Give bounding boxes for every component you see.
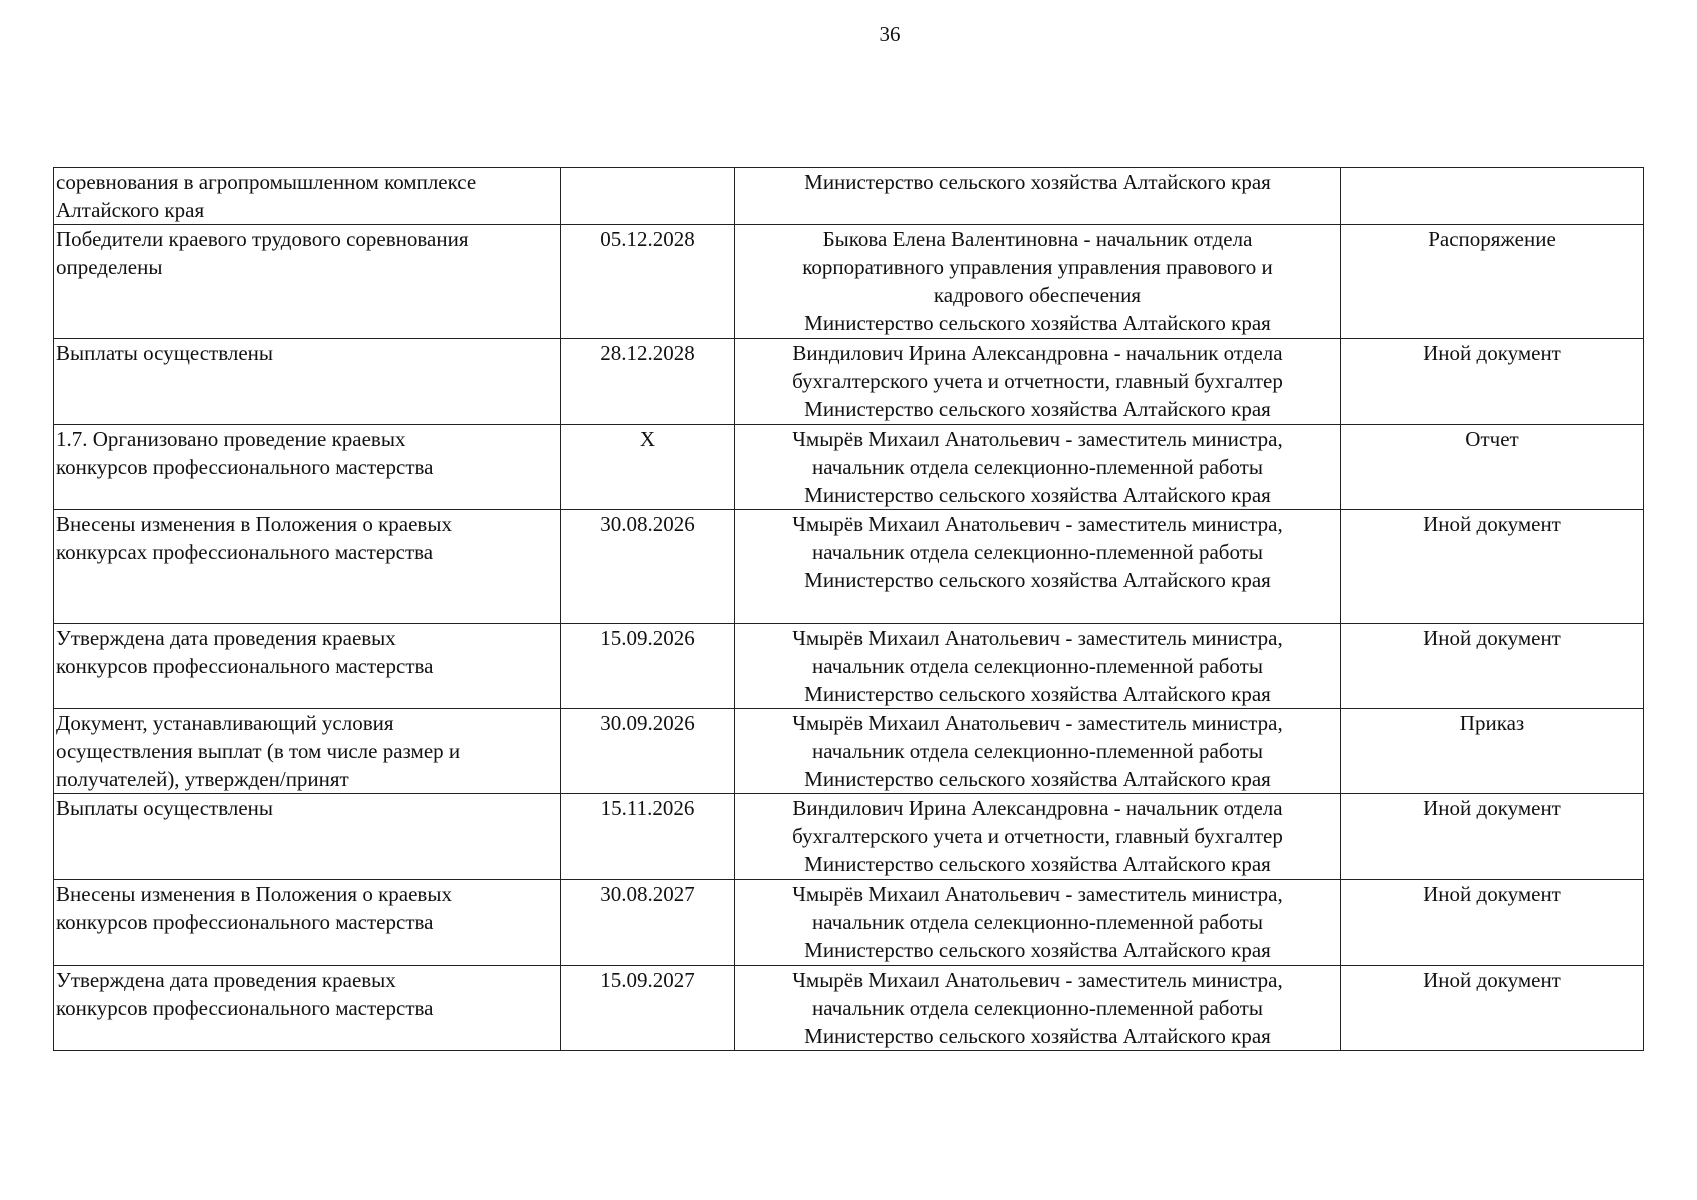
responsible-line: Министерство сельского хозяйства Алтайского края bbox=[804, 568, 1271, 592]
responsible-cell bbox=[735, 709, 1341, 794]
responsible-line: Министерство сельского хозяйства Алтайского края bbox=[804, 397, 1271, 421]
responsible-line: начальник отдела селекционно-племенной работы bbox=[812, 455, 1263, 479]
responsible-line: бухгалтерского учета и отчетности, главный бухгалтер bbox=[792, 369, 1283, 393]
event-cell bbox=[54, 880, 561, 966]
table-row bbox=[54, 880, 1644, 966]
table-row bbox=[54, 510, 1644, 624]
responsible-line: начальник отдела селекционно-племенной работы bbox=[812, 654, 1263, 678]
responsible-line: Чмырёв Михаил Анатольевич - заместитель министра, bbox=[792, 968, 1283, 992]
event-line: конкурсов профессионального мастерства bbox=[56, 455, 434, 479]
responsible-line: Министерство сельского хозяйства Алтайского края bbox=[804, 938, 1271, 962]
event-line: конкурсов профессионального мастерства bbox=[56, 654, 434, 678]
responsible-cell bbox=[735, 624, 1341, 709]
responsible-cell bbox=[735, 225, 1341, 339]
date-cell: 30.08.2027 bbox=[561, 880, 735, 966]
responsible-line: кадрового обеспечения bbox=[933, 283, 1142, 307]
page-number: 36 bbox=[879, 22, 901, 46]
date-cell: 30.08.2026 bbox=[561, 510, 735, 624]
responsible-cell bbox=[735, 880, 1341, 966]
responsible-line: Министерство сельского хозяйства Алтайского края bbox=[804, 682, 1271, 706]
responsible-line: начальник отдела селекционно-племенной работы bbox=[812, 739, 1263, 763]
responsible-line: Виндилович Ирина Александровна - начальник отдела bbox=[792, 796, 1283, 820]
event-line: Утверждена дата проведения краевых bbox=[56, 626, 396, 650]
event-line: Документ, устанавливающий условия bbox=[56, 711, 394, 735]
date-cell: 28.12.2028 bbox=[561, 339, 735, 425]
table-row bbox=[54, 425, 1644, 510]
document-type-cell: Иной документ bbox=[1341, 880, 1644, 966]
responsible-line: корпоративного управления управления правового и bbox=[802, 255, 1273, 279]
document-type-cell: Приказ bbox=[1341, 709, 1644, 794]
event-line: определены bbox=[56, 255, 163, 279]
responsible-line: начальник отдела селекционно-племенной работы bbox=[812, 910, 1263, 934]
event-cell bbox=[54, 168, 561, 225]
event-cell bbox=[54, 624, 561, 709]
table-row bbox=[54, 794, 1644, 880]
document-type-cell bbox=[1341, 168, 1644, 225]
event-cell bbox=[54, 794, 561, 880]
event-line: 1.7. Организовано проведение краевых bbox=[56, 427, 406, 451]
responsible-cell bbox=[735, 510, 1341, 624]
event-line: конкурсах профессионального мастерства bbox=[56, 540, 434, 564]
responsible-line: Быкова Елена Валентиновна - начальник отдела bbox=[822, 227, 1253, 251]
document-type-cell: Иной документ bbox=[1341, 966, 1644, 1051]
event-line: осуществления выплат (в том числе размер и bbox=[56, 739, 461, 763]
responsible-line: начальник отдела селекционно-племенной работы bbox=[812, 996, 1263, 1020]
event-cell bbox=[54, 339, 561, 425]
responsible-line: Чмырёв Михаил Анатольевич - заместитель министра, bbox=[792, 626, 1283, 650]
event-line: Внесены изменения в Положения о краевых bbox=[56, 512, 452, 536]
event-line: получателей), утвержден/принят bbox=[56, 767, 349, 791]
table-row bbox=[54, 339, 1644, 425]
responsible-line: начальник отдела селекционно-племенной работы bbox=[812, 540, 1263, 564]
responsible-line: Министерство сельского хозяйства Алтайского края bbox=[804, 852, 1271, 876]
event-line: Выплаты осуществлены bbox=[56, 341, 274, 365]
event-cell bbox=[54, 966, 561, 1051]
event-cell bbox=[54, 709, 561, 794]
event-cell bbox=[54, 225, 561, 339]
event-line: Внесены изменения в Положения о краевых bbox=[56, 882, 452, 906]
date-cell: 05.12.2028 bbox=[561, 225, 735, 339]
document-type-cell: Иной документ bbox=[1341, 339, 1644, 425]
responsible-line: Министерство сельского хозяйства Алтайского края bbox=[804, 1024, 1271, 1048]
date-cell: 15.09.2027 bbox=[561, 966, 735, 1051]
document-type-cell: Иной документ bbox=[1341, 794, 1644, 880]
event-cell bbox=[54, 425, 561, 510]
table-row bbox=[54, 168, 1644, 225]
responsible-line: Министерство сельского хозяйства Алтайского края bbox=[804, 483, 1271, 507]
date-cell: Х bbox=[561, 425, 735, 510]
responsible-line: Министерство сельского хозяйства Алтайского края bbox=[804, 170, 1271, 194]
event-line: Алтайского края bbox=[56, 198, 205, 222]
responsible-line: Чмырёв Михаил Анатольевич - заместитель министра, bbox=[792, 882, 1283, 906]
date-cell: 30.09.2026 bbox=[561, 709, 735, 794]
event-cell bbox=[54, 510, 561, 624]
event-line: Выплаты осуществлены bbox=[56, 796, 274, 820]
table-row bbox=[54, 225, 1644, 339]
responsible-line: Виндилович Ирина Александровна - начальник отдела bbox=[792, 341, 1283, 365]
event-line: конкурсов профессионального мастерства bbox=[56, 996, 434, 1020]
responsible-cell bbox=[735, 425, 1341, 510]
date-cell: 15.09.2026 bbox=[561, 624, 735, 709]
responsible-line: Министерство сельского хозяйства Алтайского края bbox=[804, 311, 1271, 335]
table-row bbox=[54, 966, 1644, 1051]
responsible-cell bbox=[735, 966, 1341, 1051]
responsible-line: бухгалтерского учета и отчетности, главный бухгалтер bbox=[792, 824, 1283, 848]
responsible-line: Чмырёв Михаил Анатольевич - заместитель министра, bbox=[792, 427, 1283, 451]
date-cell bbox=[561, 168, 735, 225]
document-type-cell: Иной документ bbox=[1341, 624, 1644, 709]
table-row bbox=[54, 624, 1644, 709]
table-row bbox=[54, 709, 1644, 794]
responsible-line: Чмырёв Михаил Анатольевич - заместитель министра, bbox=[792, 512, 1283, 536]
document-type-cell: Распоряжение bbox=[1341, 225, 1644, 339]
responsible-line: Чмырёв Михаил Анатольевич - заместитель министра, bbox=[792, 711, 1283, 735]
responsible-cell bbox=[735, 339, 1341, 425]
responsible-cell bbox=[735, 794, 1341, 880]
plan-table bbox=[53, 167, 1644, 1051]
document-type-cell: Отчет bbox=[1341, 425, 1644, 510]
table-body bbox=[54, 168, 1644, 1051]
event-line: конкурсов профессионального мастерства bbox=[56, 910, 434, 934]
responsible-cell bbox=[735, 168, 1341, 225]
responsible-line: Министерство сельского хозяйства Алтайского края bbox=[804, 767, 1271, 791]
event-line: Победители краевого трудового соревнования bbox=[56, 227, 469, 251]
event-line: соревнования в агропромышленном комплексе bbox=[56, 170, 477, 194]
date-cell: 15.11.2026 bbox=[561, 794, 735, 880]
event-line: Утверждена дата проведения краевых bbox=[56, 968, 396, 992]
document-type-cell: Иной документ bbox=[1341, 510, 1644, 624]
